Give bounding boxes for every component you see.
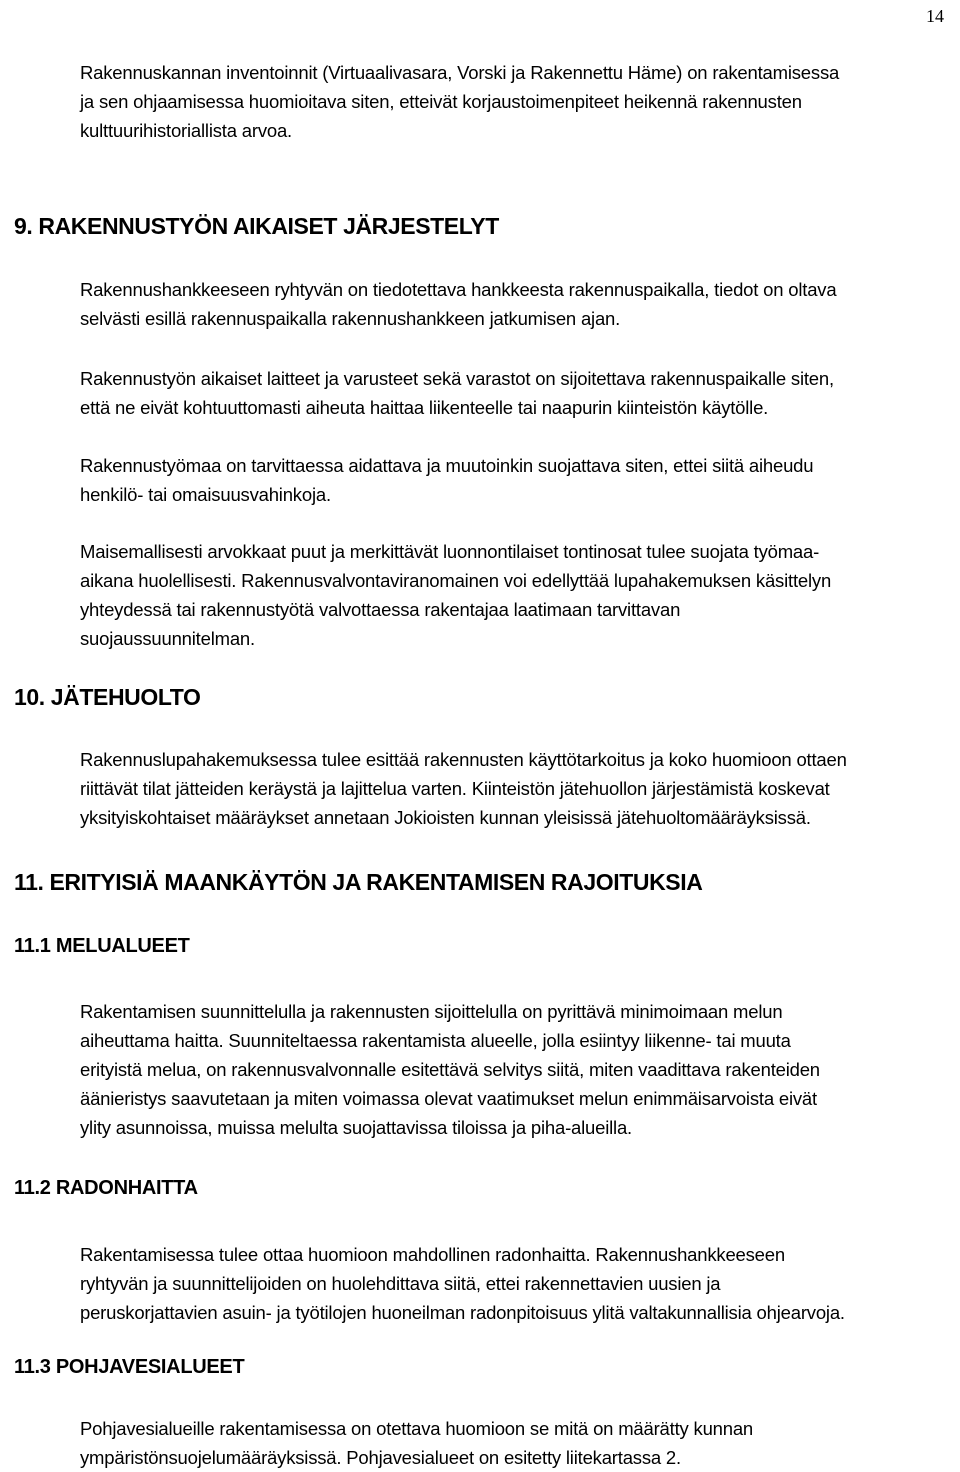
section-10-paragraph — [80, 745, 847, 832]
section-11-2-paragraph — [80, 1240, 845, 1327]
text-line: ylity asunnoissa, muissa melulta suojattavissa tiloissa ja piha-alueilla. — [80, 1117, 632, 1138]
text-line: suojaussuunnitelman. — [80, 628, 255, 649]
text-line: ympäristönsuojelumääräyksissä. Pohjavesialueet on esitetty liitekartassa 2. — [80, 1447, 681, 1468]
section-9-paragraph-4 — [80, 537, 831, 653]
section-10-heading: 10. JÄTEHUOLTO — [14, 684, 201, 710]
text-line: aikana huolellisesti. Rakennusvalvontaviranomainen voi edellyttää lupahakemuksen käsittelyn — [80, 570, 832, 591]
text-line: yksityiskohtaiset määräykset annetaan Jokioisten kunnan yleisissä jätehuoltomääräyksissä. — [80, 807, 811, 828]
text-line: kulttuurihistoriallista arvoa. — [80, 120, 292, 141]
text-line: yhteydessä tai rakennustyötä valvottaessa rakentajaa laatimaan tarvittavan — [80, 599, 681, 620]
text-line: Maisemallisesti arvokkaat puut ja merkittävät luonnontilaiset tontinosat tulee suojata työmaa- — [80, 541, 820, 562]
section-9-paragraph-1 — [80, 275, 836, 333]
section-9-paragraph-2 — [80, 364, 834, 422]
page-number: 14 — [926, 6, 944, 26]
text-line: Rakennushankkeeseen ryhtyvän on tiedotettava hankkeesta rakennuspaikalla, tiedot on oltava — [80, 279, 837, 300]
section-9-heading: 9. RAKENNUSTYÖN AIKAISET JÄRJESTELYT — [14, 213, 499, 239]
section-9-paragraph-3 — [80, 451, 813, 509]
section-11-1-paragraph — [80, 997, 820, 1142]
text-line: että ne eivät kohtuuttomasti aiheuta haittaa liikenteelle tai naapurin kiinteistön käytölle. — [80, 397, 769, 418]
text-line: ja sen ohjaamisessa huomioitava siten, etteivät korjaustoimenpiteet heikennä rakennusten — [80, 91, 802, 112]
text-line: Rakennustyömaa on tarvittaessa aidattava ja muutoinkin suojattava siten, ettei siitä aiheudu — [80, 455, 814, 476]
section-11-1-heading: 11.1 MELUALUEET — [14, 935, 190, 957]
text-line: Rakentamisessa tulee ottaa huomioon mahdollinen radonhaitta. Rakennushankkeeseen — [80, 1244, 785, 1265]
text-line: peruskorjattavien asuin- ja työtilojen huoneilman radonpitoisuus ylitä valtakunnallisia ohjearvoja. — [80, 1302, 845, 1323]
text-line: Rakentamisen suunnittelulla ja rakennusten sijoittelulla on pyrittävä minimoimaan melun — [80, 1001, 783, 1022]
section-11-3-heading: 11.3 POHJAVESIALUEET — [14, 1356, 245, 1378]
intro-paragraph — [80, 58, 839, 145]
text-line: erityistä melua, on rakennusvalvonnalle esitettävä selvitys siitä, miten vaadittava rakenteiden — [80, 1059, 820, 1080]
text-line: riittävät tilat jätteiden keräystä ja lajittelua varten. Kiinteistön jätehuollon järjestämistä koskevat — [80, 778, 830, 799]
text-line: Rakennustyön aikaiset laitteet ja varusteet sekä varastot on sijoitettava rakennuspaikalle siten, — [80, 368, 834, 389]
text-line: henkilö- tai omaisuusvahinkoja. — [80, 484, 331, 505]
text-line: Rakennuslupahakemuksessa tulee esittää rakennusten käyttötarkoitus ja koko huomioon ottaen — [80, 749, 847, 770]
section-11-3-paragraph — [80, 1414, 753, 1472]
text-line: Pohjavesialueille rakentamisessa on otettava huomioon se mitä on määrätty kunnan — [80, 1418, 754, 1439]
text-line: ryhtyvän ja suunnittelijoiden on huolehdittava siitä, ettei rakennettavien uusien ja — [80, 1273, 721, 1294]
text-line: Rakennuskannan inventoinnit (Virtuaalivasara, Vorski ja Rakennettu Häme) on rakentamisessa — [80, 62, 840, 83]
text-line: aiheuttama haitta. Suunniteltaessa rakentamista alueelle, jolla esiintyy liikenne- tai muuta — [80, 1030, 791, 1051]
text-line: äänieristys saavutetaan ja miten voimassa olevat vaatimukset melun enimmäisarvoista eivät — [80, 1088, 817, 1109]
text-line: selvästi esillä rakennuspaikalla rakennushankkeen jatkumisen ajan. — [80, 308, 621, 329]
section-11-2-heading: 11.2 RADONHAITTA — [14, 1177, 198, 1199]
section-11-heading: 11. ERITYISIÄ MAANKÄYTÖN JA RAKENTAMISEN RAJOITUKSIA — [14, 869, 703, 895]
